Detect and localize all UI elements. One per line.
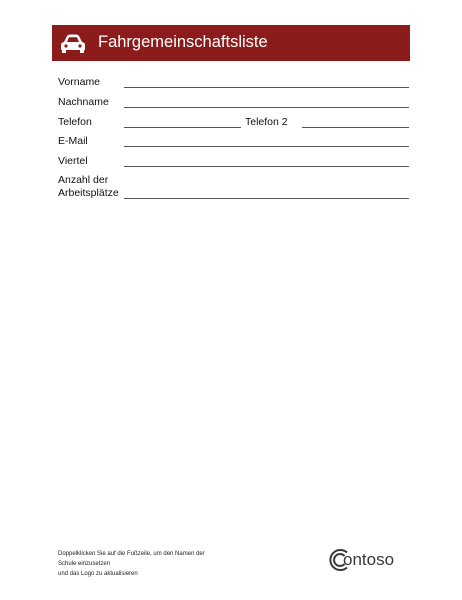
seats-field[interactable] [124,198,409,199]
district-label: Viertel [58,155,88,167]
last-name-label: Nachname [58,96,109,108]
page-title: Fahrgemeinschaftsliste [98,33,268,51]
district-field[interactable] [124,166,409,167]
first-name-label: Vorname [58,76,101,88]
footer-note[interactable] [58,549,205,579]
header-banner [52,25,410,61]
logo-text: ontoso [343,550,395,569]
car-icon [58,31,88,55]
seats-label-line2: Arbeitsplätze [58,187,119,199]
phone2-label: Telefon 2 [245,116,288,128]
footer-line-2: Schule einzusetzen [58,561,111,567]
footer-line-1: Doppelklicken Sie auf die Fußzeile, um den Namen der [58,551,205,557]
seats-label-line1: Anzahl der [58,174,109,186]
email-label: E-Mail [58,135,88,147]
first-name-field[interactable] [124,87,409,88]
phone-field[interactable] [124,127,241,128]
footer-line-3: und das Logo zu aktualisieren [58,571,138,577]
phone2-field[interactable] [302,127,409,128]
contoso-logo [328,548,408,574]
last-name-field[interactable] [124,107,409,108]
email-field[interactable] [124,146,409,147]
phone-label: Telefon [58,116,92,128]
